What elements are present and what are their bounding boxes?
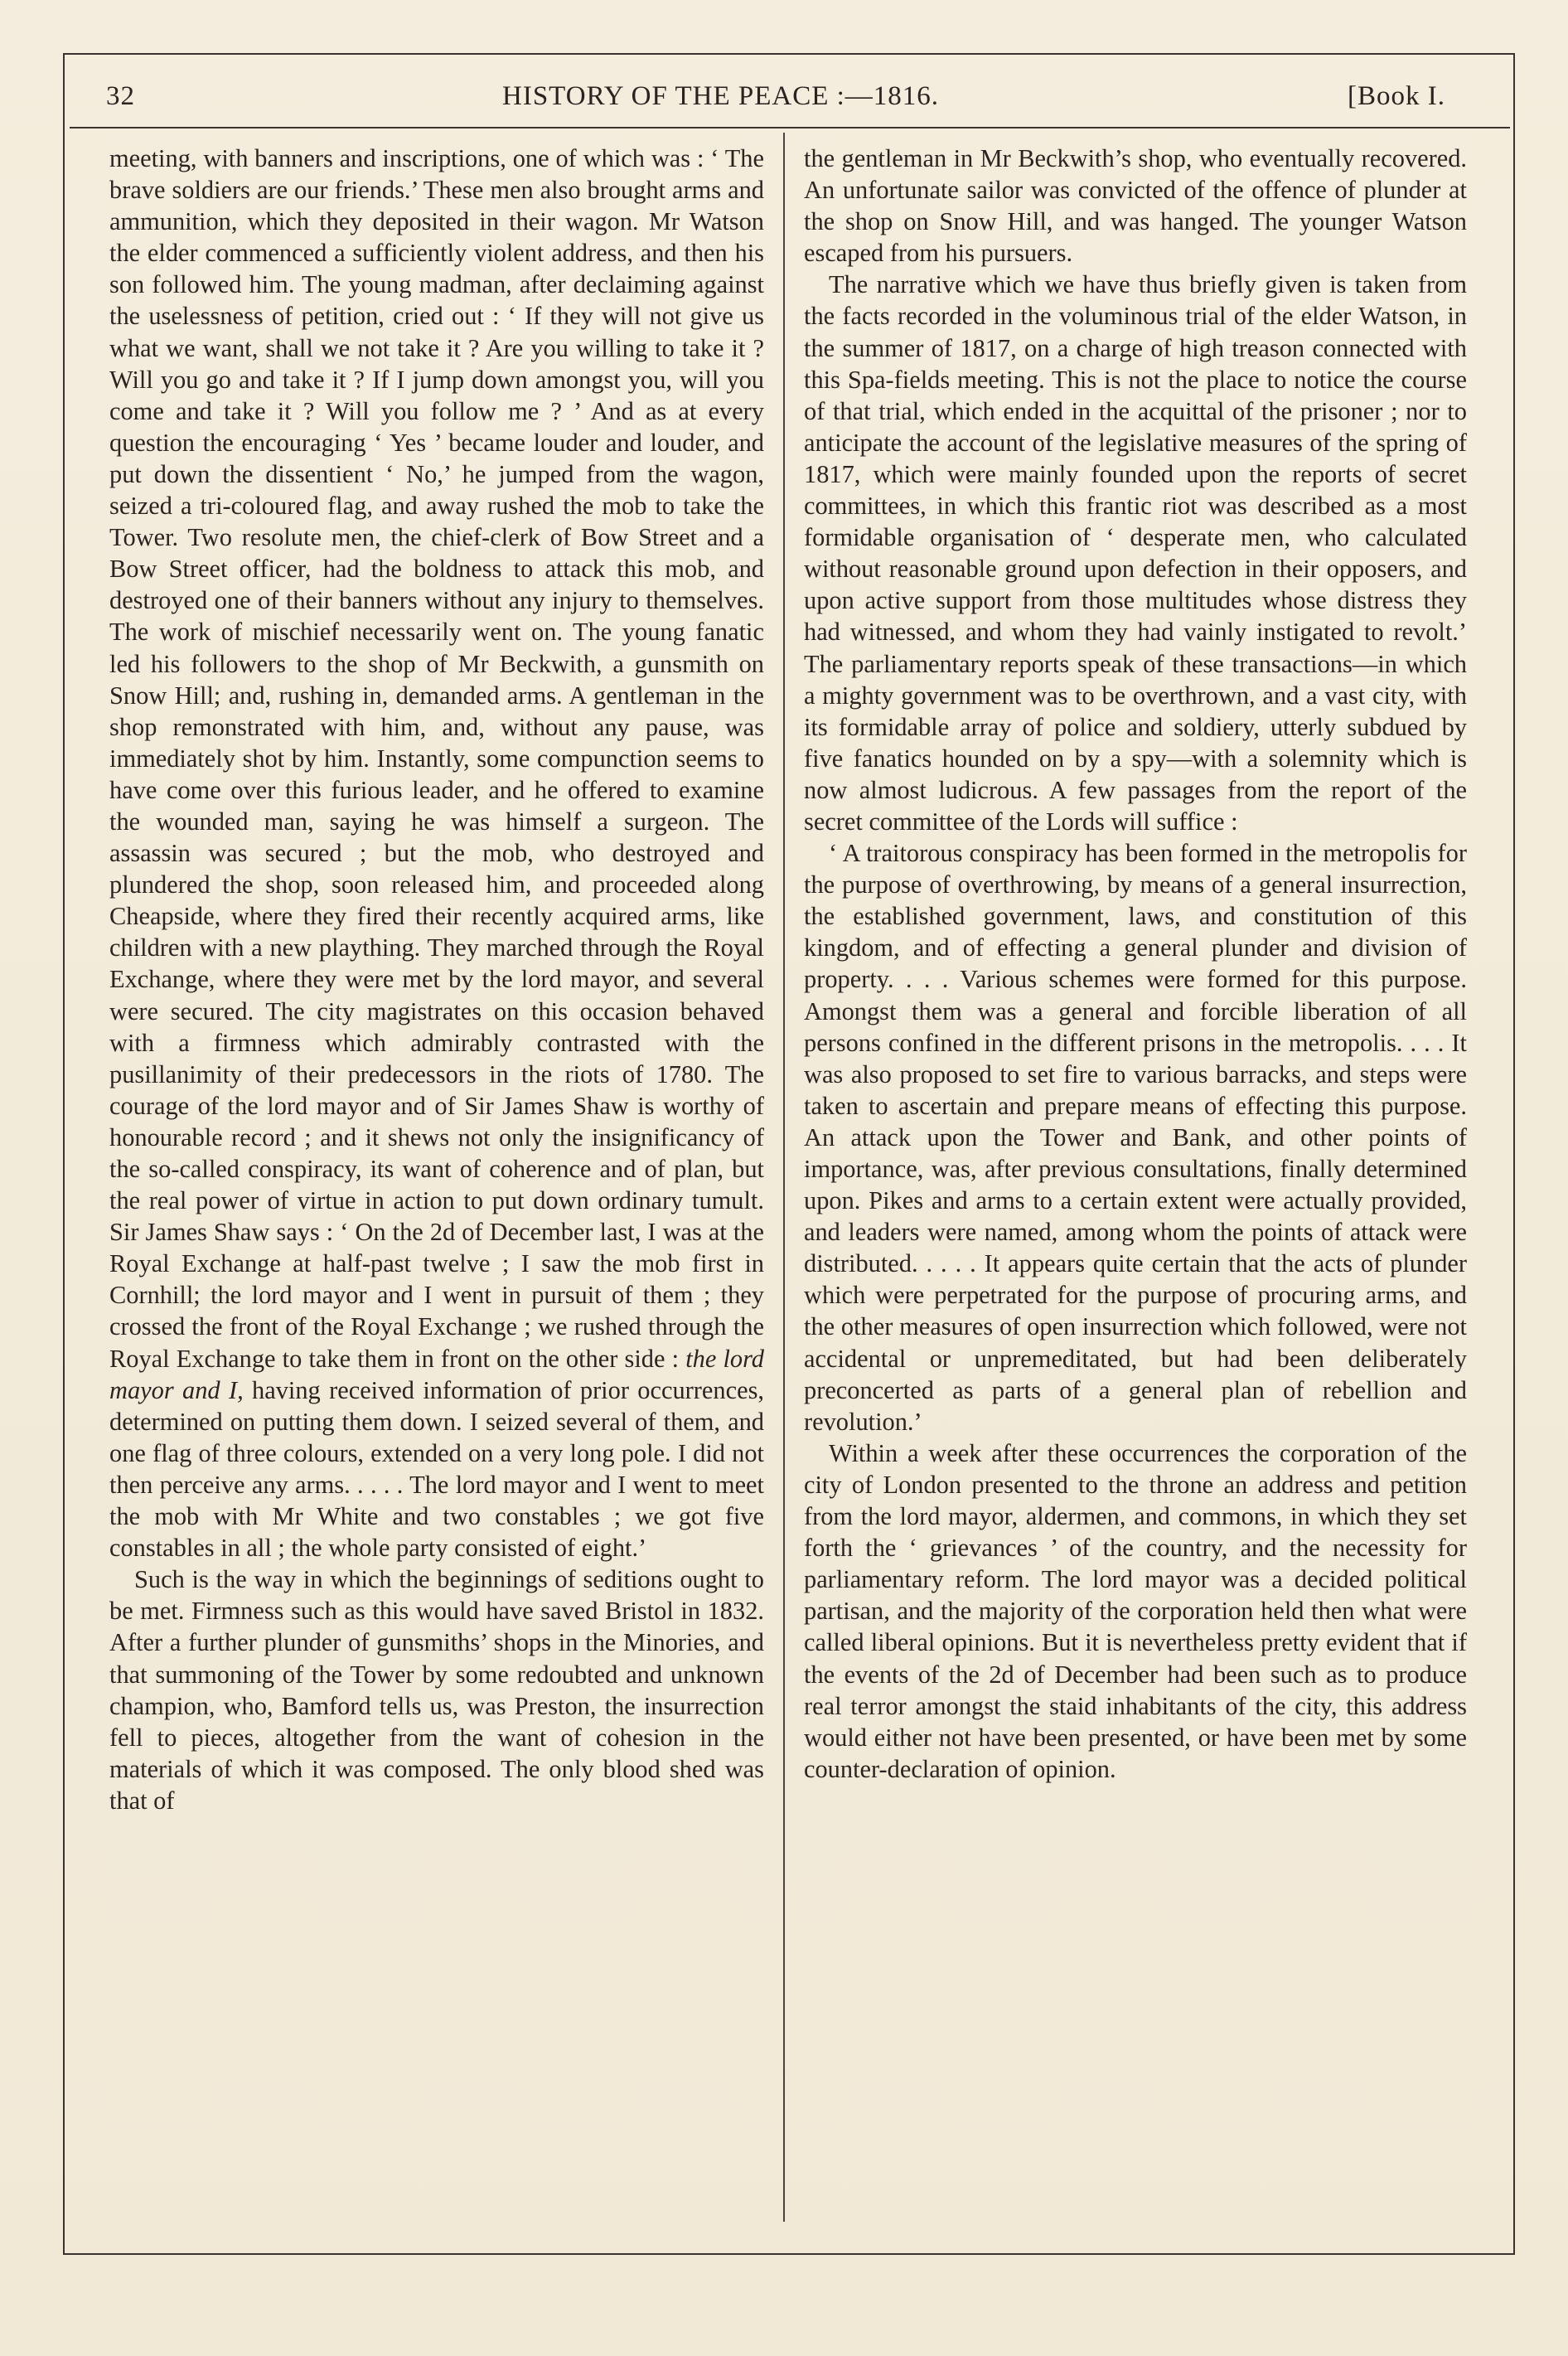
right-paragraph-3: ‘ A traitorous conspiracy has been formed in the metropolis for the purpose of overthrowing, by means of a general insurrection, the established government, laws, and constitution of this kingdom, and of effecting a general plunder and division of property. . . . Various schemes were formed for this purpose. Amongst them was a general and forcible liberation of all persons confined in the different prisons in the metropolis. . . . It was also proposed to set fire to various barracks, and steps were taken to ascertain and prepare means of effecting this purpose. An attack upon the Tower and Bank, and other points of importance, was, after previous consultations, finally determined upon. Pikes and arms to a certain extent were actually provided, and leaders were named, among whom the points of attack were distributed. . . . . It appears quite certain that the acts of plunder which were perpetrated for the purpose of procuring arms, and the other measures of open insurrection which followed, were not accidental or unpremeditated, but had been deliberately preconcerted as parts of a general plan of rebellion and revolution.’ xyxy=(804,839,1467,1436)
left-paragraph-1-end: having received information of prior occurrences, determined on putting them down. I seized several of them, and one flag of three colours, extended on a very long pole. I did not then perceive any arms. . . . . The lord mayor and I went to meet the mob with Mr White and two constables ; we got five constables in all ; the whole party consisted of eight.’ xyxy=(109,1375,764,1563)
left-column xyxy=(109,143,764,1816)
frame-top-rule xyxy=(63,53,1513,55)
left-paragraph-2: Such is the way in which the beginnings of seditions ought to be met. Firmness such as this would have saved Bristol in 1832. After a further plunder of gunsmiths’ shops in the Minories, and that summoning of the Tower by some redoubted and unknown champion, who, Bamford tells us, was Preston, the insurrection fell to pieces, altogether from the want of cohesion in the materials of which it was composed. The only blood shed was that of xyxy=(109,1565,764,1815)
running-title: HISTORY OF THE PEACE :—1816. xyxy=(502,81,940,111)
left-paragraph-1-italic: the lord mayor and I, xyxy=(109,1344,764,1404)
right-paragraph-1: the gentleman in Mr Beckwith’s shop, who eventually recovered. An unfortunate sailor was convicted of the offence of plunder at the shop on Snow Hill, and was hanged. The younger Watson escaped from his pursuers. xyxy=(804,144,1467,268)
header-rule xyxy=(70,127,1510,128)
right-paragraph-2: The narrative which we have thus briefly given is taken from the facts recorded in the voluminous trial of the elder Watson, in the summer of 1817, on a charge of high treason connected with this Spa-fields meeting. This is not the place to notice the course of that trial, which ended in the acquittal of the prisoner ; nor to anticipate the account of the legislative measures of the spring of 1817, which were mainly founded upon the reports of secret committees, in which this frantic riot was described as a most formidable organisation of ‘ desperate men, who calculated without reasonable ground upon defection in their opposers, and upon active support from those multitudes whose distress they had witnessed, and whom they had vainly instigated to revolt.’ The parliamentary reports speak of these transactions—in which a mighty government was to be overthrown, and a vast city, with its formidable array of police and soldiery, utterly subdued by five fanatics hounded on by a spy—with a solemnity which is now almost ludicrous. A few passages from the report of the secret committee of the Lords will suffice : xyxy=(804,270,1467,836)
left-paragraph-1-text: meeting, with banners and inscriptions, one of which was : ‘ The brave soldiers are our friends.’ These men also brought arms and ammunition, which they deposited in their wagon. Mr Watson the elder commenced a sufficiently violent address, and then his son followed him. The young madman, after declaiming against the uselessness of petition, cried out : ‘ If they will not give us what we want, shall we not take it ? Are you willing to take it ? Will you go and take it ? If I jump down amongst you, will you come and take it ? Will you follow me ? ’ And as at every question the encouraging ‘ Yes ’ became louder and louder, and put down the dissentient ‘ No,’ he jumped from the wagon, seized a tri-coloured flag, and away rushed the mob to take the Tower. Two resolute men, the chief-clerk of Bow Street and a Bow Street officer, had the boldness to attack this mob, and destroyed one of their banners without any injury to themselves. The work of mischief necessarily went on. The young fanatic led his followers to the shop of Mr Beckwith, a gunsmith on Snow Hill; and, rushing in, demanded arms. A gentleman in the shop remonstrated with him, and, without any pause, was immediately shot by him. Instantly, some compunction seems to have come over this furious leader, and he offered to examine the wounded man, saying he was himself a surgeon. The assassin was secured ; but the mob, who destroyed and plundered the shop, soon released him, and proceeded along Cheapside, where they fired their recently acquired arms, like children with a new plaything. They marched through the Royal Exchange, where they were met by the lord mayor, and several were secured. The city magistrates on this occasion behaved with a firmness which admirably contrasted with the pusillanimity of their predecessors in the riots of 1780. The courage of the lord mayor and of Sir James Shaw is worthy of honourable record ; and it shews not only the insignificancy of the so-called conspiracy, its want of coherence and of plan, but the real power of virtue in action to put down ordinary tumult. Sir James Shaw says : ‘ On the 2d of December last, I was at the Royal Exchange at half-past twelve ; I saw the mob first in Cornhill; the lord mayor and I went in pursuit of them ; they crossed the front of the Royal Exchange ; we rushed through the Royal Exchange to take them in front on the other side : xyxy=(109,144,764,1373)
frame-right-rule xyxy=(1513,53,1515,2255)
left-paragraph-1 xyxy=(109,143,764,1563)
frame-left-rule xyxy=(63,53,65,2255)
page-number: 32 xyxy=(106,81,135,111)
frame-bottom-rule xyxy=(63,2253,1513,2255)
right-column xyxy=(804,143,1467,1785)
running-header xyxy=(98,81,1507,123)
book-label: [Book I. xyxy=(1348,81,1445,111)
right-paragraph-4: Within a week after these occurrences the corporation of the city of London presented to the throne an address and petition from the lord mayor, aldermen, and commons, in which they set forth the ‘ grievances ’ of the country, and the necessity for parliamentary reform. The lord mayor was a decided political partisan, and the majority of the corporation held then what were called liberal opinions. But it is nevertheless pretty evident that if the events of the 2d of December had been such as to produce real terror amongst the staid inhabitants of the city, this address would either not have been presented, or have been met by some counter-declaration of opinion. xyxy=(804,1438,1467,1783)
column-divider xyxy=(783,133,785,2222)
